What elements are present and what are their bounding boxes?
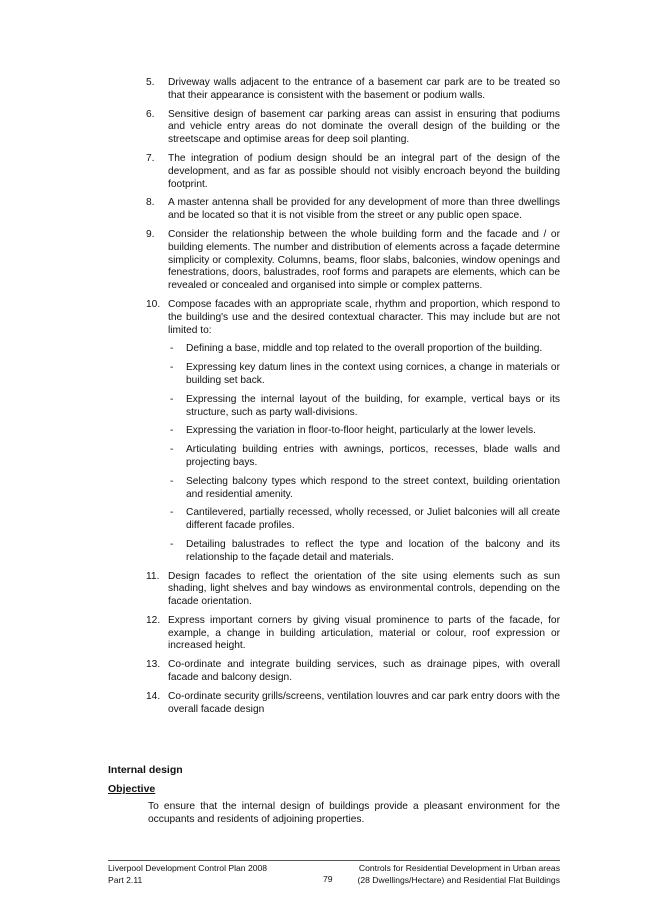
list-item (146, 298, 560, 565)
section-heading: Internal design (108, 764, 183, 776)
sub-item-text: Selecting balcony types which respond to the street context, building orientation and residential amenity. (186, 475, 560, 500)
item-number: 6. (146, 108, 155, 120)
sub-item-text: Cantilevered, partially recessed, wholly recessed, or Juliet balconies will all create different facade profiles. (186, 507, 560, 532)
item-text: Design facades to reflect the orientation of the site using elements such as sun shading, light shelves and bay windows as environmental controls, depending on the facade orientation. (168, 570, 560, 608)
sub-list-item (168, 507, 560, 533)
objective-heading: Objective (108, 783, 156, 795)
page-number: 79 (323, 874, 333, 884)
sub-item-text: Expressing the variation in floor-to-floor height, particularly at the lower levels. (186, 425, 536, 437)
dash-bullet: - (170, 538, 174, 550)
item-number: 12. (146, 614, 161, 626)
dash-bullet: - (170, 475, 174, 487)
list-item (146, 77, 560, 103)
footer-section-subtitle: (28 Dwellings/Hectare) and Residential Flat Buildings (357, 874, 560, 885)
item-text: Co-ordinate security grills/screens, ventilation louvres and car park entry doors with the overall facade design (168, 690, 560, 715)
footer-left (108, 863, 267, 886)
sub-item-text: Articulating building entries with awnings, porticos, recesses, blade walls and projecting bays. (186, 444, 560, 468)
dash-bullet: - (170, 362, 174, 374)
dash-bullet: - (170, 444, 174, 456)
list-item (146, 690, 560, 717)
list-item (146, 152, 560, 191)
footer-divider (108, 860, 560, 861)
item-number: 13. (146, 659, 161, 671)
list-item (146, 228, 560, 293)
footer-right (357, 863, 560, 886)
item-text: The integration of podium design should be an integral part of the design of the development, and as far as possible should not visibly encroach beyond the building footprint. (168, 152, 560, 190)
list-item (146, 108, 560, 147)
sub-list-item (168, 425, 560, 438)
sub-list-item (168, 476, 560, 502)
item-text: Express important corners by giving visual prominence to parts of the facade, for example, a change in building articulation, material or colour, roof expression or increased height. (168, 614, 560, 652)
item-number: 9. (146, 228, 155, 240)
item-text: Co-ordinate and integrate building services, such as drainage pipes, with overall facade and balcony design. (168, 659, 560, 684)
list-item (146, 659, 560, 685)
item-number: 11. (146, 570, 160, 582)
item-text: Sensitive design of basement car parking areas can assist in ensuring that podiums and vehicle entry areas do not dominate the overall design of the building or the streetscape and optimise areas for deep soil planting. (168, 108, 560, 146)
sub-list-item (168, 343, 560, 356)
item-number: 14. (146, 690, 161, 702)
item-text: A master antenna shall be provided for any development of more than three dwellings and be located so that it is not visible from the street or any public open space. (168, 197, 560, 222)
sub-item-text: Detailing balustrades to reflect the type and location of the balcony and its relationship to the façade detail and materials. (186, 538, 560, 563)
list-item (146, 197, 560, 223)
sub-list-item (168, 362, 560, 388)
sub-list-item (168, 444, 560, 470)
sub-item-text: Defining a base, middle and top related to the overall proportion of the building. (186, 343, 543, 355)
item-text: Consider the relationship between the whole building form and the facade and / or building elements. The number and distribution of elements across a façade determine simplicity or complexity. Columns, beams, floor slabs, balconies, window openings and fenestrations, doors, balustrades, roof forms and parapets are elements, which can be revealed or concealed and organised into simple or complex patterns. (168, 228, 560, 292)
sub-list-item (168, 394, 560, 420)
dash-bullet: - (170, 343, 174, 355)
item-text: Compose facades with an appropriate scale, rhythm and proportion, which respond to the building's use and the desired contextual character. This may include but are not limited to: (168, 298, 560, 336)
numbered-list (0, 77, 653, 722)
dash-bullet: - (170, 393, 174, 405)
item-number: 10. (146, 298, 161, 310)
sub-item-text: Expressing key datum lines in the context using cornices, a change in materials or building set back. (186, 362, 560, 386)
dash-bullet: - (170, 507, 174, 519)
sub-list (168, 343, 560, 564)
footer-part: Part 2.11 (108, 874, 143, 885)
sub-item-text: Expressing the internal layout of the building, for example, vertical bays or its structure, such as party wall-divisions. (186, 393, 560, 418)
footer-document-title: Liverpool Development Control Plan 2008 (108, 863, 268, 873)
sub-list-item (168, 539, 560, 565)
list-item (146, 614, 560, 653)
footer-section-title: Controls for Residential Development in Urban areas (358, 863, 560, 873)
item-number: 5. (146, 77, 155, 88)
item-text: Driveway walls adjacent to the entrance of a basement car park are to be treated so that their appearance is consistent with the basement or podium walls. (168, 77, 560, 101)
list-item (146, 570, 560, 609)
dash-bullet: - (170, 425, 174, 437)
item-number: 7. (146, 152, 155, 164)
item-number: 8. (146, 197, 155, 209)
objective-paragraph: To ensure that the internal design of buildings provide a pleasant environment for the occupants and residents of adjoining properties. (148, 801, 560, 825)
